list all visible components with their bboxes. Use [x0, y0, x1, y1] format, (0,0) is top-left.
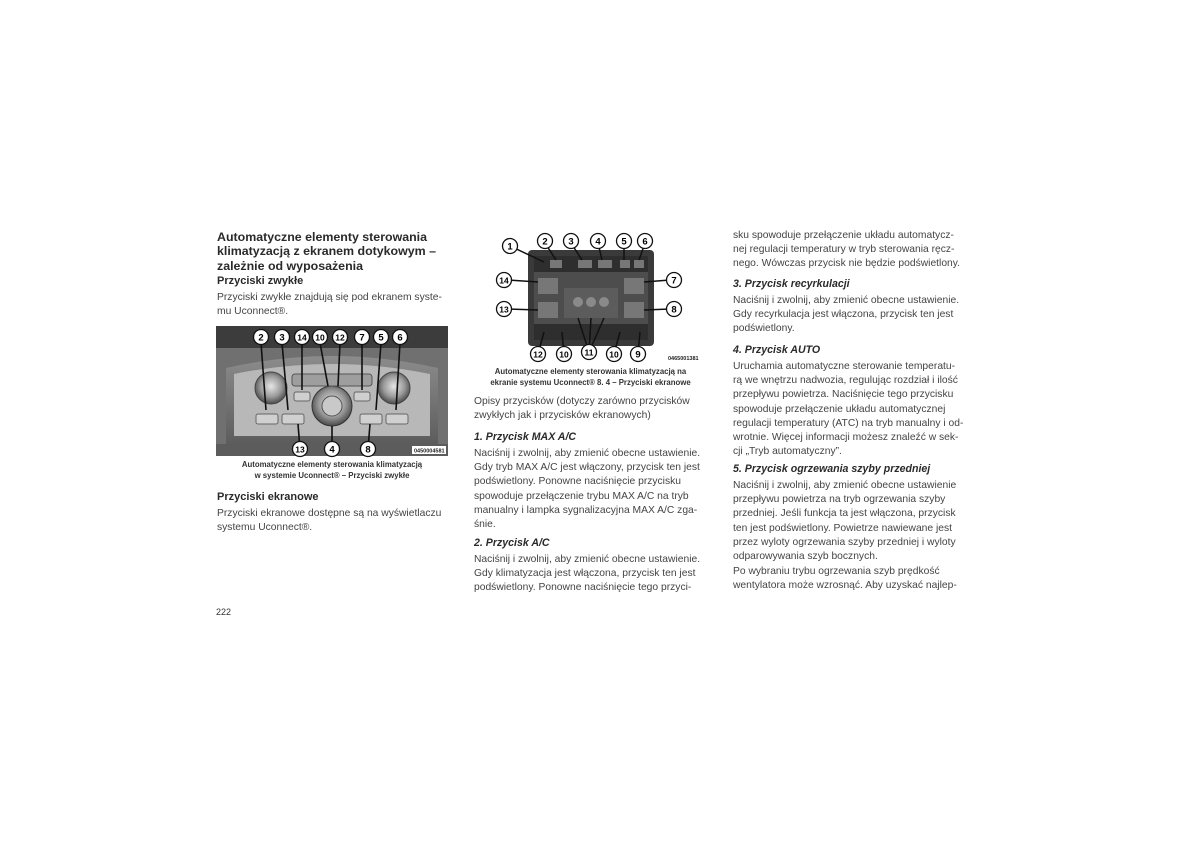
text-line: regulacji temperatury (ATC) na tryb manualny i od-	[733, 417, 964, 429]
callout-7	[355, 330, 370, 345]
svg-text:13: 13	[295, 444, 305, 455]
svg-text:4: 4	[329, 444, 335, 456]
heading-ac: 2. Przycisk A/C	[474, 537, 550, 549]
svg-text:1: 1	[507, 241, 513, 253]
callout-9	[631, 347, 646, 362]
text-line: wentylatora może wzrosnąć. Aby uzyskać najlep-	[733, 580, 957, 592]
text-line: Naciśnij i zwolnij, aby zmienić obecne ustawienie	[733, 480, 957, 491]
svg-text:10: 10	[559, 349, 569, 360]
paragraph-defrost	[733, 479, 966, 564]
text-line: nej regulacji temperatury w tryb sterowania ręcz-	[733, 244, 955, 256]
text-line: systemu Uconnect®.	[217, 522, 313, 534]
figure-screen-buttons	[494, 232, 699, 362]
paragraph-regular-buttons	[217, 291, 449, 319]
text-line: Opisy przycisków (dotyczy zarówno przycisków	[474, 396, 690, 407]
text-line: Naciśnij i zwolnij, aby zmienić obecne ustawienie.	[474, 554, 701, 565]
text-line: manualny i lampka sygnalizacyjna MAX A/C zga-	[474, 504, 698, 516]
text-line: odparowywania szyb bocznych.	[733, 551, 878, 563]
callout-3	[564, 234, 579, 249]
caption-line: w systemie Uconnect® – Przyciski zwykłe	[254, 470, 410, 480]
svg-text:9: 9	[635, 349, 641, 361]
svg-text:12: 12	[335, 332, 345, 343]
callout-8	[667, 302, 682, 317]
callout-10a	[557, 347, 572, 362]
svg-text:5: 5	[621, 236, 627, 248]
heading-auto: 4. Przycisk AUTO	[733, 344, 821, 356]
callout-3	[275, 330, 290, 345]
figure-caption-screen	[474, 367, 707, 388]
callout-12	[531, 347, 546, 362]
callout-5	[617, 234, 632, 249]
heading-max-ac: 1. Przycisk MAX A/C	[474, 431, 577, 443]
climate-panel-photo	[216, 326, 448, 456]
text-line: Naciśnij i zwolnij, aby zmienić obecne ustawienie.	[474, 448, 701, 459]
paragraph-ac	[474, 553, 707, 596]
subheading-screen-buttons: Przyciski ekranowe	[217, 491, 319, 503]
text-line: podświetlony.	[733, 323, 795, 335]
svg-text:12: 12	[533, 349, 543, 360]
text-line: sku spowoduje przełączenie układu automatycz-	[733, 230, 954, 241]
text-line: Gdy tryb MAX A/C jest włączony, przycisk ten jest	[474, 462, 700, 474]
text-line: cji „Tryb automatyczny”.	[733, 446, 842, 458]
paragraph-continued	[733, 229, 966, 272]
svg-text:2: 2	[258, 332, 264, 344]
callout-11	[582, 345, 597, 360]
svg-text:2: 2	[542, 236, 548, 248]
text-line: podświetlony. Ponowne naciśnięcie tego przyci-	[474, 582, 692, 594]
paragraph-max-ac	[474, 447, 707, 532]
svg-text:8: 8	[671, 304, 677, 316]
text-line: Naciśnij i zwolnij, aby zmienić obecne ustawienie.	[733, 295, 960, 306]
callout-8	[361, 442, 376, 457]
svg-text:6: 6	[642, 236, 648, 248]
text-line: zwykłych jak i przycisków ekranowych)	[474, 410, 651, 422]
svg-text:14: 14	[297, 332, 307, 343]
svg-text:3: 3	[568, 236, 574, 248]
touchscreen-photo	[494, 232, 699, 362]
text-line: Po wybraniu trybu ogrzewania szyb prędkość	[733, 566, 940, 577]
text-line: Uruchamia automatyczne sterowanie temperatu-	[733, 361, 956, 372]
callout-6	[393, 330, 408, 345]
text-line: spowoduje przełączenie trybu MAX A/C na tryb	[474, 490, 689, 502]
text-line: spowoduje przełączenie układu automatycznej	[733, 403, 946, 415]
text-line: przedniej. Jeśli funkcja ta jest włączona, przycisk	[733, 508, 956, 520]
text-line: Gdy recyrkulacja jest włączona, przycisk ten jest	[733, 309, 954, 321]
svg-text:11: 11	[584, 347, 594, 358]
callout-6	[638, 234, 653, 249]
caption-line: ekranie systemu Uconnect® 8. 4 – Przyciski ekranowe	[490, 377, 691, 387]
text-line: ten jest podświetlony. Powietrze nawiewane jest	[733, 522, 953, 534]
text-line: przepływu powietrza na tryb ogrzewania szyby	[733, 494, 946, 506]
figure-code: 0465001381	[668, 356, 699, 362]
text-line: nego. Wówczas przycisk nie będzie podświetlony.	[733, 258, 961, 270]
text-line: przez wyloty ogrzewania szyby przedniej i wyloty	[733, 536, 956, 548]
callout-2	[254, 330, 269, 345]
callout-2	[538, 234, 553, 249]
paragraph-intro	[474, 395, 707, 423]
svg-text:3: 3	[279, 332, 285, 344]
callout-10b	[607, 347, 622, 362]
callout-10	[313, 330, 328, 345]
text-line: mu Uconnect®.	[217, 306, 289, 318]
text-line: Gdy klimatyzacja jest włączona, przycisk ten jest	[474, 568, 696, 580]
callout-5	[374, 330, 389, 345]
paragraph-recirculation	[733, 294, 966, 337]
svg-text:10: 10	[609, 349, 619, 360]
svg-text:5: 5	[378, 332, 384, 344]
svg-text:7: 7	[359, 332, 365, 344]
svg-text:7: 7	[671, 275, 677, 287]
callout-14	[497, 273, 512, 288]
text-line: śnie.	[474, 519, 496, 531]
svg-text:4: 4	[595, 236, 601, 248]
callout-4	[591, 234, 606, 249]
figure-code: 0450004581	[414, 448, 445, 455]
heading-recirculation: 3. Przycisk recyrkulacji	[733, 278, 850, 290]
callout-13	[293, 442, 308, 457]
text-line: podświetlony. Ponowne naciśnięcie przycisku	[474, 476, 681, 488]
svg-text:10: 10	[315, 332, 325, 343]
svg-text:13: 13	[499, 304, 509, 315]
callout-12	[333, 330, 348, 345]
text-line: rą we wnętrzu nadwozia, regulując rozdział i ilość	[733, 375, 958, 387]
heading-defrost: 5. Przycisk ogrzewania szyby przedniej	[733, 463, 931, 475]
callout-13	[497, 302, 512, 317]
figure-caption-physical	[216, 460, 448, 481]
page-number: 222	[216, 607, 232, 617]
text-line: Przyciski ekranowe dostępne są na wyświetlaczu	[217, 508, 442, 519]
figure-physical-buttons	[216, 326, 448, 456]
caption-line: Automatyczne elementy sterowania klimatyzacją na	[494, 367, 687, 376]
paragraph-screen-buttons	[217, 507, 449, 535]
callout-14	[295, 330, 310, 345]
paragraph-auto	[733, 360, 966, 459]
caption-line: Automatyczne elementy sterowania klimatyzacją	[241, 460, 423, 469]
paragraph-fan	[733, 565, 966, 593]
text-line: przepływu powietrza. Naciśnięcie tego przycisku	[733, 389, 954, 401]
svg-text:14: 14	[499, 275, 509, 286]
subheading-regular-buttons: Przyciski zwykłe	[217, 275, 304, 287]
svg-text:6: 6	[397, 332, 403, 344]
callout-7	[667, 273, 682, 288]
text-line: Przyciski zwykłe znajdują się pod ekranem syste-	[217, 292, 442, 303]
callout-1	[503, 239, 518, 254]
section-heading	[217, 230, 457, 273]
section-heading-text: Automatyczne elementy sterowania klimatyzacją z ekranem dotykowym – zależnie od wyposażenia	[217, 230, 437, 273]
svg-text:8: 8	[365, 444, 371, 456]
callout-4	[325, 442, 340, 457]
text-line: wrotnie. Więcej informacji możesz znaleźć w sek-	[733, 432, 959, 444]
